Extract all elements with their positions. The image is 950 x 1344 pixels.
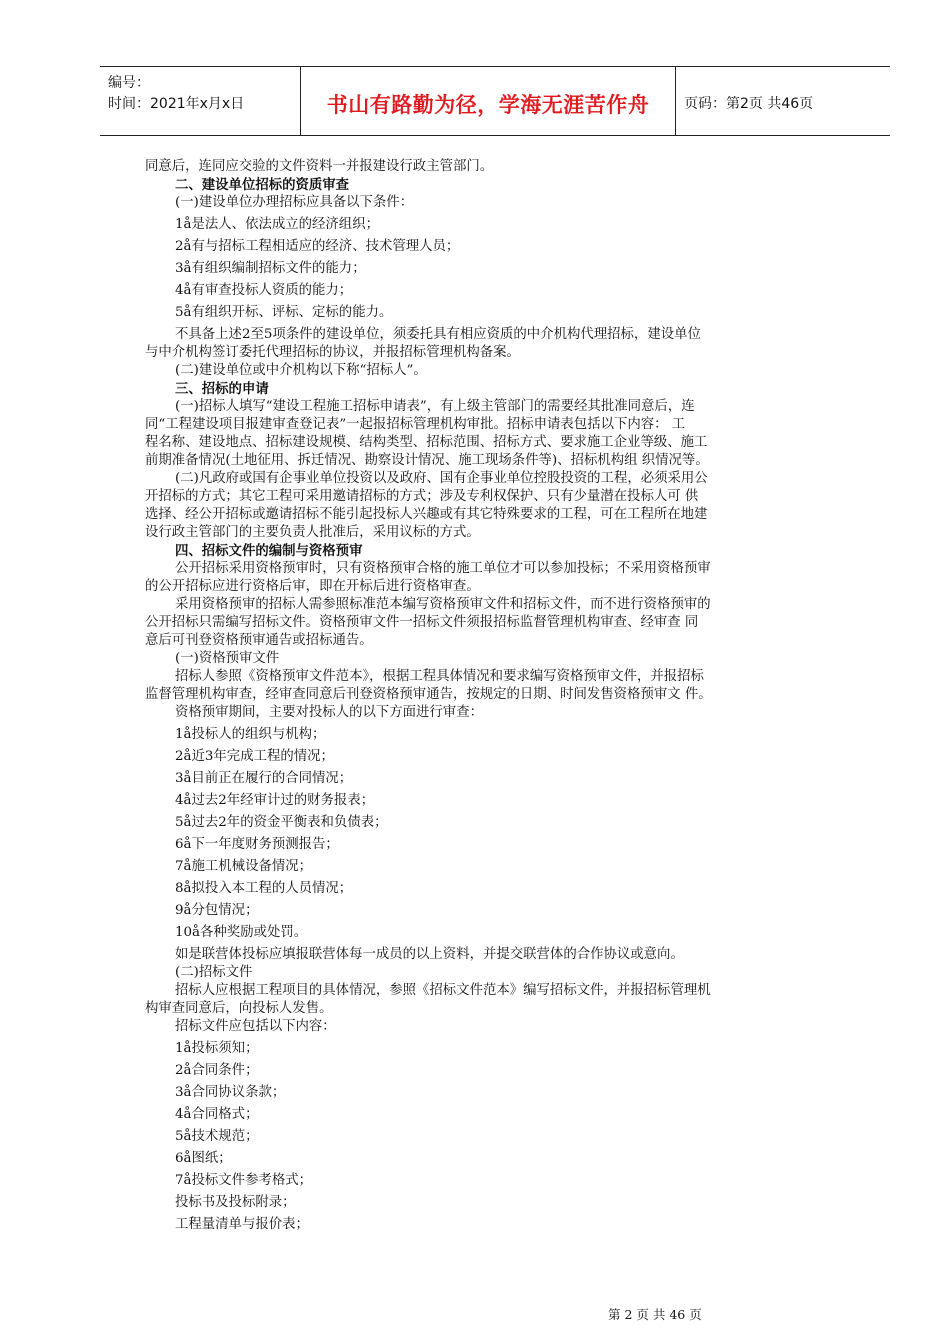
section-heading: 二、建设单位招标的资质审查 <box>175 177 350 193</box>
list-item: 10å各种奖励或处罚。 <box>175 925 308 940</box>
list-item: 4å合同格式； <box>175 1107 259 1122</box>
list-item: 4å过去2年经审计过的财务报表； <box>175 793 375 808</box>
paragraph-line: 同“工程建设项目报建审查登记表”一起报招标管理机构审批。招标申请表包括以下内容： 工 <box>145 417 686 432</box>
paragraph-line: (一)建设单位办理招标应具备以下条件： <box>175 195 414 210</box>
list-item: 3å合同协议条款； <box>175 1085 286 1100</box>
paragraph-line: (二)建设单位或中介机构以下称“招标人”。 <box>175 363 427 378</box>
paragraph-line: 开招标的方式；其它工程可采用邀请招标的方式；涉及专利权保护、只有少量潜在投标人可 供 <box>145 489 699 504</box>
list-item: 1å投标须知； <box>175 1041 259 1056</box>
list-item: 投标书及投标附录； <box>175 1195 296 1210</box>
page-footer: 第 2 页 共 46 页 <box>608 1307 702 1322</box>
paragraph-line: 的公开招标应进行资格后审，即在开标后进行资格审查。 <box>145 579 480 594</box>
paragraph-line: 资格预审期间，主要对投标人的以下方面进行审查： <box>175 705 483 720</box>
list-item: 1å投标人的组织与机构； <box>175 727 326 742</box>
doc-time-label: 时间：2021年x月x日 <box>108 96 245 112</box>
list-item: 7å投标文件参考格式； <box>175 1173 313 1188</box>
paragraph-line: 招标文件应包括以下内容： <box>175 1019 336 1034</box>
paragraph-line: (一)招标人填写“建设工程施工招标申请表”，有上级主管部门的需要经其批准同意后，连 <box>175 399 695 414</box>
list-item: 1å是法人、依法成立的经济组织； <box>175 217 379 232</box>
paragraph-line: 意后可刊登资格预审通告或招标通告。 <box>145 633 373 648</box>
list-item: 5å过去2年的资金平衡表和负债表； <box>175 815 388 830</box>
list-item: 工程量清单与报价表； <box>175 1217 309 1232</box>
header-meta-cell <box>100 67 301 135</box>
section-heading: 三、招标的申请 <box>175 381 269 397</box>
paragraph-line: 前期准备情况(土地征用、拆迁情况、勘察设计情况、施工现场条件等)、招标机构组 织情况等。 <box>145 453 709 468</box>
paragraph-line: 采用资格预审的招标人需参照标准范本编写资格预审文件和招标文件，而不进行资格预审的 <box>175 597 711 612</box>
list-item: 6å图纸； <box>175 1151 232 1166</box>
list-item: 3å有组织编制招标文件的能力； <box>175 261 366 276</box>
list-item: 9å分包情况； <box>175 903 259 918</box>
document-body <box>145 158 851 1238</box>
list-item: 2å合同条件； <box>175 1063 259 1078</box>
header-slogan-cell <box>301 67 676 135</box>
paragraph-line: (二)凡政府或国有企事业单位投资以及政府、国有企事业单位控股投资的工程，必须采用公 <box>175 471 708 486</box>
list-item: 2å有与招标工程相适应的经济、技术管理人员； <box>175 239 460 254</box>
paragraph-line: 监督管理机构审查，经审查同意后刊登资格预审通告，按规定的日期、时间发售资格预审文 件。 <box>145 687 712 702</box>
paragraph-line: (二)招标文件 <box>175 965 253 980</box>
paragraph-line: 如是联营体投标应填报联营体每一成员的以上资料，并提交联营体的合作协议或意向。 <box>175 947 684 962</box>
paragraph-line: 不具备上述2至5项条件的建设单位，须委托具有相应资质的中介机构代理招标，建设单位 <box>175 327 701 342</box>
paragraph-line: 同意后，连同应交验的文件资料一并报建设行政主管部门。 <box>145 159 494 174</box>
header-page-info: 页码：第2页 共46页 <box>684 96 814 112</box>
page-header <box>100 66 890 136</box>
list-item: 3å目前正在履行的合同情况； <box>175 771 353 786</box>
list-item: 5å技术规范； <box>175 1129 259 1144</box>
paragraph-line: 构审查同意后，向投标人发售。 <box>145 1001 333 1016</box>
paragraph-line: 设行政主管部门的主要负责人批准后，采用议标的方式。 <box>145 525 480 540</box>
list-item: 8å拟投入本工程的人员情况； <box>175 881 353 896</box>
list-item: 4å有审查投标人资质的能力； <box>175 283 353 298</box>
paragraph-line: 招标人应根据工程项目的具体情况，参照《招标文件范本》编写招标文件，并报招标管理机 <box>175 983 711 998</box>
list-item: 2å近3年完成工程的情况； <box>175 749 334 764</box>
paragraph-line: 选择、经公开招标或邀请招标不能引起投标人兴趣或有其它特殊要求的工程，可在工程所在地建 <box>145 507 708 522</box>
paragraph-line: 与中介机构签订委托代理招标的协议，并报招标管理机构备案。 <box>145 345 520 360</box>
paragraph-line: 公开招标采用资格预审时，只有资格预审合格的施工单位才可以参加投标；不采用资格预审 <box>175 561 711 576</box>
paragraph-line: (一)资格预审文件 <box>175 651 280 666</box>
doc-number-label: 编号： <box>108 75 150 91</box>
section-heading: 四、招标文件的编制与资格预审 <box>175 543 363 559</box>
paragraph-line: 招标人参照《资格预审文件范本》，根据工程具体情况和要求编写资格预审文件，并报招标 <box>175 669 704 684</box>
list-item: 5å有组织开标、评标、定标的能力。 <box>175 305 393 320</box>
list-item: 7å施工机械设备情况； <box>175 859 313 874</box>
paragraph-line: 公开招标只需编写招标文件。资格预审文件一招标文件须报招标监督管理机构审查、经审查 同 <box>145 615 699 630</box>
paragraph-line: 程名称、建设地点、招标建设规模、结构类型、招标范围、招标方式、要求施工企业等级、施工 <box>145 435 708 450</box>
list-item: 6å下一年度财务预测报告； <box>175 837 339 852</box>
header-slogan: 书山有路勤为径，学海无涯苦作舟 <box>326 93 650 117</box>
header-page-cell <box>676 67 890 135</box>
